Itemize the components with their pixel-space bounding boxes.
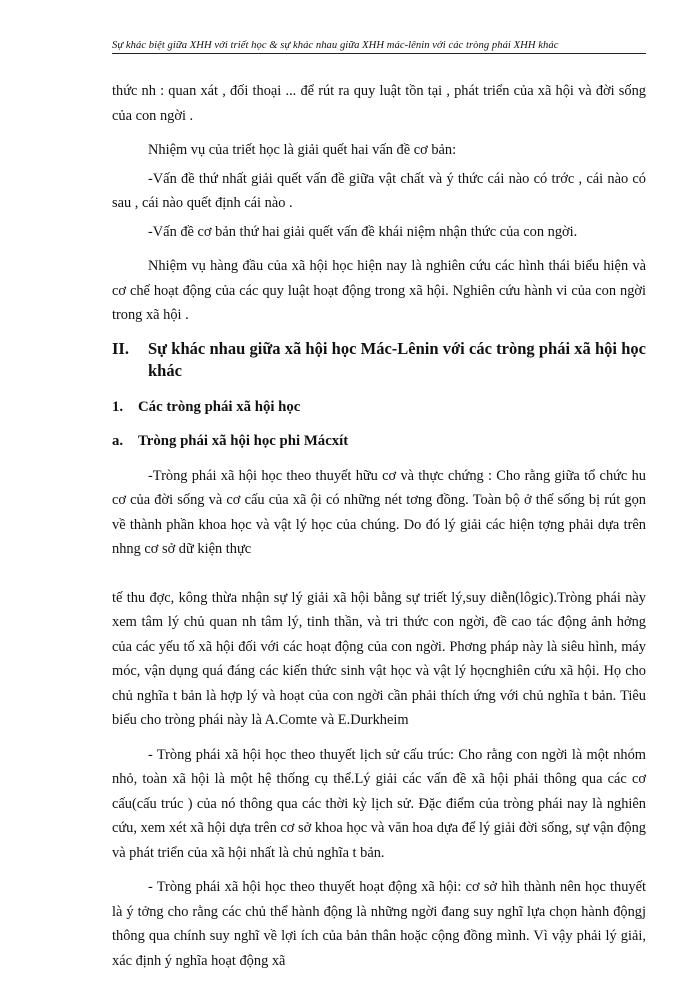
- subsection-heading-1: [112, 396, 646, 418]
- paragraph-second-issue: -Vấn đề cơ bản thứ hai giải quết vấn đề khái niệm nhận thức của con ngời.: [148, 223, 578, 240]
- paragraph-philosophy-tasks: Nhiệm vụ của triết học là giải quết hai vấn đề cơ bản:: [148, 142, 457, 158]
- section-heading-ii: [112, 338, 646, 382]
- paragraph-organic-school: -Tròng phái xã hội học theo thuyết hữu cơ và thực chứng : Cho rằng giữa tổ chức hu cơ của đời sống và cơ cấu của xã ội có những nét tơng đồng. Toàn bộ ở thế sống bị rút gọn về thành phần khoa học và vật lý học của chúng. Do đó lý giải các hiện tợng phải dựa trên nhng cơ sở dữ kiện thực: [112, 467, 646, 557]
- paragraph-first-issue: -Vấn đề thứ nhất giải quết vấn đề giữa vật chất và ý thức cái nào có trớc , cái nào có sau , cái nào quết định cái nào .: [112, 170, 646, 211]
- paragraph-organic-school-continued: tế thu đợc, kông thừa nhận sự lý giải xã hội bằng sự triết lý,suy diễn(lôgic).Tròng phái này xem tâm lý chủ quan nh tâm lý, tinh thần, và tri thức con ngời, đề cao tác động ảnh hởng của các yếu tố xã hội đối với các hoạt động của con ngời. Phơng pháp này là siêu hình, máy móc, vận dụng quá đáng các kiến thức sinh vật học và vật lý họcnghiên cứu xã hội. Họ cho chủ nghĩa t bản là hợp lý và hoạt của con ngời cần phải thích ứng với chủ nghĩa t bản. Tiêu biểu cho tròng phái này là A.Comte và E.Durkheim: [112, 589, 646, 728]
- subsection-title: Các tròng phái xã hội học: [138, 398, 301, 415]
- section-number: II.: [112, 338, 129, 358]
- subsection-a-title: Tròng phái xã hội học phi Mácxít: [138, 432, 349, 449]
- paragraph-historical-structure-school: - Tròng phái xã hội học theo thuyết lịch sử cấu trúc: Cho rằng con ngời là một nhóm nhỏ, toàn xã hội là một hệ thống cụ thể.Lý giải các vấn đề xã hội phải thông qua các cơ cấu(cấu trúc ) của nó thông qua các thời kỳ lịch sử. Đặc điểm của tròng phái nay là nghiên cứu, xem xét xã hội dựa trên cơ sở khoa học và văn hoa dựa để lý giải đời sống, sự vận động và phát triển của xã hội nhất là chủ nghĩa t bản.: [112, 746, 646, 861]
- running-header-text: Sự khác biệt giữa XHH với triết học & sự khác nhau giữa XHH mác-lênin với các tròng phái XHH khác: [112, 40, 559, 51]
- section-title: Sự khác nhau giữa xã hội học Mác-Lênin với các tròng phái xã hội học khác: [148, 338, 646, 380]
- subsection-number: 1.: [112, 398, 124, 415]
- running-header: [112, 40, 646, 54]
- document-body: [112, 79, 646, 983]
- paragraph-social-action-school: - Tròng phái xã hội học theo thuyết hoạt động xã hội: cơ sở hìh thành nên học thuyết là ý tởng cho rằng các chủ thể hành động là những ngời đang suy nghĩ lựa chọn hành độngj thông qua chính suy nghĩ về lợi ích của bản thân hoặc cộng đồng mình. Vì vậy phải lý giải, xác định ý nghĩa hoạt động xã: [112, 879, 646, 969]
- subsection-letter: a.: [112, 432, 124, 449]
- paragraph-sociology-tasks: Nhiệm vụ hàng đầu của xã hội học hiện nay là nghiên cứu các hình thái biểu hiện và cơ chế hoạt động của các quy luật hoạt động trong xã hội. Nghiên cứu hành vi của con ngời trong xã hội .: [112, 258, 646, 323]
- paragraph-continuation: thức nh : quan xát , đối thoại ... để rút ra quy luật tồn tại , phát triển của xã hội và đời sống của con ngời .: [112, 83, 646, 124]
- subsection-heading-a: [112, 430, 646, 452]
- paragraph-gap: [112, 572, 646, 586]
